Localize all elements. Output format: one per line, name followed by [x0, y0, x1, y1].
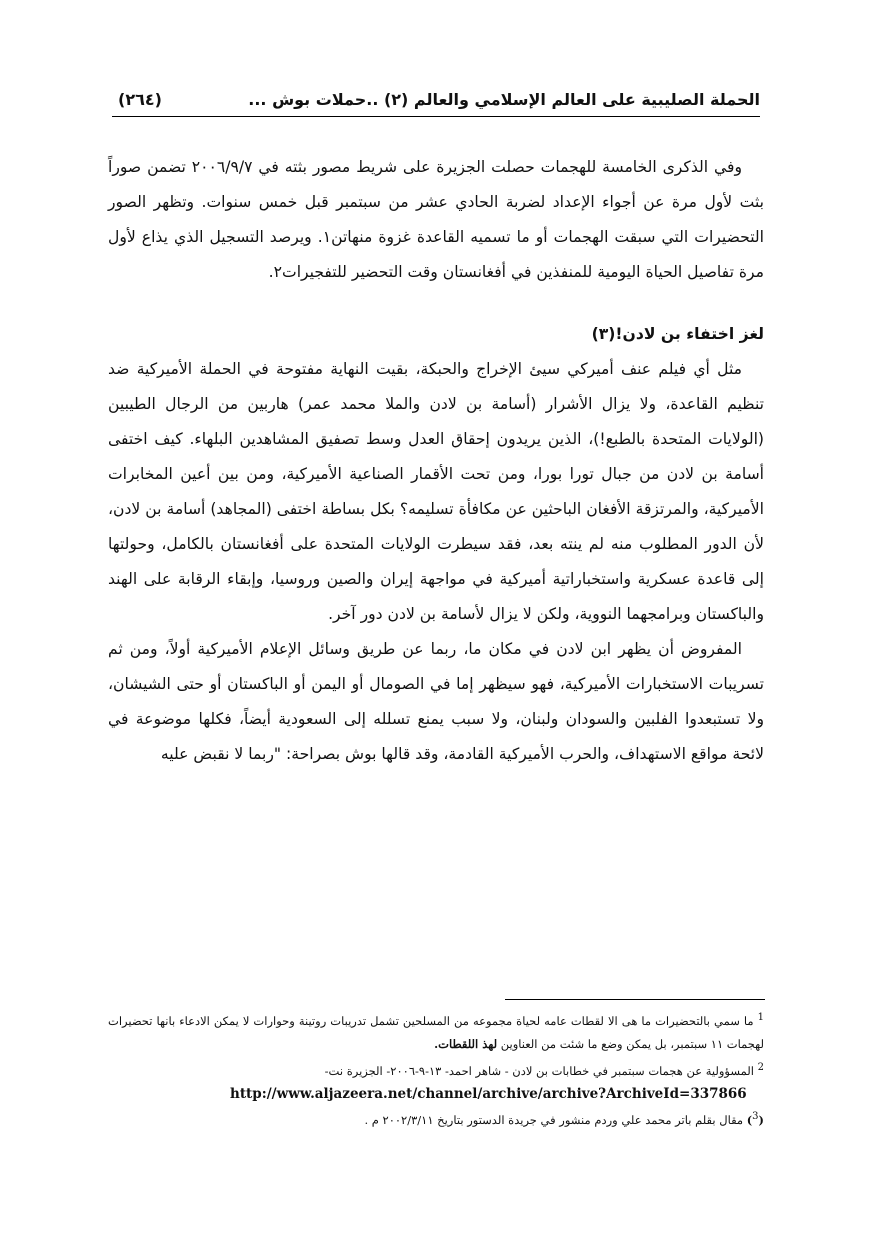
paragraph-1: وفي الذكرى الخامسة للهجمات حصلت الجزيرة على شريط مصور بثته في ٢٠٠٦/٩/٧ تضمن صوراً بثت لأول مرة عن أجواء الإعداد لضربة الحادي عشر من سبتمبر قبل خمس سنوات. وتظهر الصور التحضيرات التي سبقت الهجمات أو ما تسميه القاعدة غزوة منهاتن١. ويرصد التسجيل الذي يذاع لأول مرة تفاصيل الحياة اليومية للمنفذين في أفغانستان وقت التحضير للتفجيرات٢.	[108, 158, 764, 281]
footnote-1-text: ما سمي بالتحضيرات ما هى الا لقطات عامه لحياة مجموعه من المسلحين تشمل تدريبات روتينة وحوارات لا يمكن الادعاء بانها تحضيرات لهجمات ١١ سبتمبر، بل يمكن وضع ما شئت من العناوين	[108, 1014, 764, 1051]
main-text	[108, 150, 764, 772]
page-number: (٢٦٤)	[118, 90, 162, 109]
paragraph-3: المفروض أن يظهر ابن لادن في مكان ما، ربما عن طريق وسائل الإعلام الأميركية أولاً، ومن ثم تسريبات الاستخبارات الأميركية، فهو سيظهر إما في الصومال أو اليمن أو الباكستان أو حتى الشيشان، ولا تستبعدوا الفلبين والسودان ولبنان، ولا سبب يمنع تسلله إلى السعودية أيضاً، فكلها موضوعة في لائحة مواقع الاستهداف، والحرب الأميركية القادمة، وقد قالها بوش بصراحة: "ربما لا نقبض عليه	[108, 640, 764, 763]
footnote-3-text: مقال بقلم باتر محمد علي وردم منشور في جريدة الدستور بتاريخ ٢٠٠٢/٣/١١ م .	[364, 1113, 744, 1127]
header-title: الحملة الصليبية على العالم الإسلامي والعالم (٢) ..حملات بوش ...	[248, 90, 760, 109]
footnotes	[108, 1006, 764, 1132]
footnote-1-marker: 1	[757, 1012, 765, 1023]
running-header	[112, 88, 760, 117]
footnote-separator	[505, 999, 765, 1000]
footnote-2-marker: 2	[757, 1062, 764, 1073]
footnote-2-text: المسؤولية عن هجمات سبتمبر في خطابات بن لادن - شاهر احمد- ١٣-٩-٢٠٠٦- الجزيرة نت-	[324, 1064, 754, 1078]
section-heading: لغز اختفاء بن لادن!(٣)	[591, 325, 764, 343]
footnote-3: ($^3$) مقال بقلم باتر محمد علي وردم منشور في جريدة الدستور بتاريخ ٢٠٠٢/٣/١١ م .	[364, 1111, 764, 1127]
footnote-2-url[interactable]: http://www.aljazeera.net/channel/archive/archive?ArchiveId=337866	[230, 1086, 747, 1102]
footnote-3-marker: 3	[752, 1111, 759, 1122]
footnote-1-text-end: لهذ اللقطات.	[434, 1037, 498, 1051]
footnote-2	[108, 1056, 764, 1083]
paragraph-2: مثل أي فيلم عنف أميركي سيئ الإخراج والحبكة، بقيت النهاية مفتوحة في الحملة الأميركية ضد تنظيم القاعدة، ولا يزال الأشرار (أسامة بن لادن والملا محمد عمر) هاربين من الرجال الطيبين (الولايات المتحدة بالطبع!)، الذين يريدون إحقاق العدل وسط تصفيق المشاهدين البلهاء. كيف اختفى أسامة بن لادن من جبال تورا بورا، ومن تحت الأقمار الصناعية الأميركية، ومن بين أعين المخابرات الأميركية، والمرتزقة الأفغان الباحثين عن مكافأة تسليمه؟ بكل بساطة اختفى (المجاهد) أسامة بن لادن، لأن الدور المطلوب منه لم ينته بعد، فقد سيطرت الولايات المتحدة على أفغانستان بالكامل، وحولتها إلى قاعدة عسكرية واستخباراتية أميركية في مواجهة إيران والصين وروسيا، وإبقاء الرقابة على الهند والباكستان وبرامجهما النووية، ولكن لا يزال لأسامة بن لادن دور آخر.	[108, 360, 764, 623]
footnote-1	[108, 1006, 764, 1056]
